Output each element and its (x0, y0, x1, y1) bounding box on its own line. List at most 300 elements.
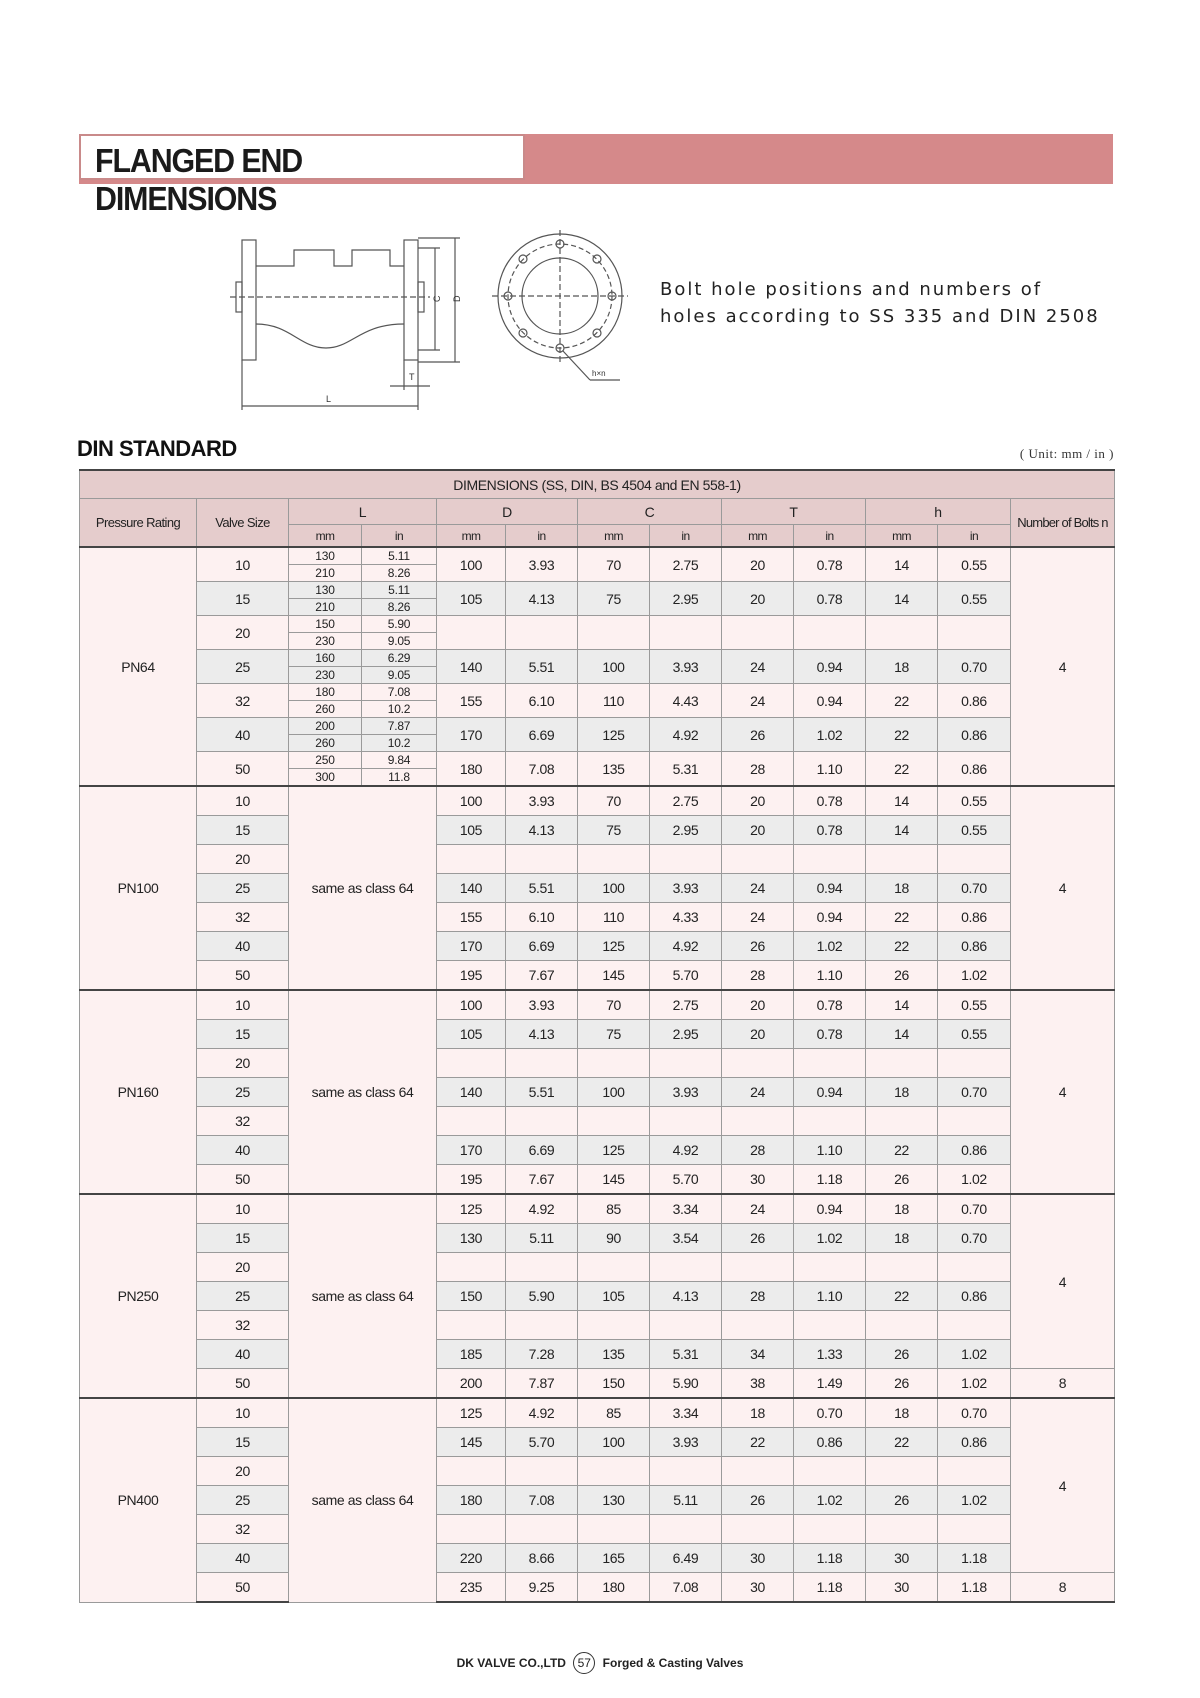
unit-mm: mm (289, 525, 362, 548)
l-mm-cell: 230 (289, 667, 362, 684)
c-in-cell: 2.95 (650, 1020, 722, 1049)
c-in-cell: 4.92 (650, 1136, 722, 1165)
table-row (80, 616, 1115, 633)
c-mm-cell (578, 1049, 650, 1078)
h-mm-cell (866, 1107, 938, 1136)
header-D: D (437, 499, 578, 525)
l-in-cell: 9.05 (362, 667, 437, 684)
d-mm-cell: 130 (437, 1224, 506, 1253)
d-in-cell: 4.13 (506, 816, 578, 845)
h-mm-cell: 22 (866, 752, 938, 787)
d-in-cell: 7.08 (506, 1486, 578, 1515)
h-in-cell: 0.70 (938, 874, 1011, 903)
c-in-cell: 3.93 (650, 1078, 722, 1107)
table-row (80, 1428, 1115, 1457)
d-in-cell: 4.92 (506, 1398, 578, 1428)
page-number: 57 (573, 1652, 595, 1674)
h-mm-cell: 18 (866, 874, 938, 903)
t-in-cell: 0.94 (794, 650, 866, 684)
c-mm-cell: 110 (578, 684, 650, 718)
t-mm-cell: 24 (722, 684, 794, 718)
h-mm-cell (866, 1457, 938, 1486)
unit-mm: mm (722, 525, 794, 548)
l-mm-cell: 260 (289, 735, 362, 752)
section-title: DIN STANDARD (77, 436, 237, 461)
t-in-cell (794, 1049, 866, 1078)
h-in-cell: 0.70 (938, 650, 1011, 684)
h-in-cell (938, 1457, 1011, 1486)
t-in-cell: 0.78 (794, 990, 866, 1020)
h-in-cell: 1.18 (938, 1573, 1011, 1603)
bolts-cell: 4 (1011, 990, 1115, 1194)
d-mm-cell: 185 (437, 1340, 506, 1369)
valve-size-cell: 15 (197, 1020, 289, 1049)
t-mm-cell: 28 (722, 1136, 794, 1165)
d-in-cell: 5.90 (506, 1282, 578, 1311)
t-in-cell: 1.10 (794, 752, 866, 787)
valve-size-cell: 40 (197, 1340, 289, 1369)
valve-size-cell: 40 (197, 718, 289, 752)
h-in-cell: 0.55 (938, 816, 1011, 845)
d-mm-cell: 170 (437, 1136, 506, 1165)
h-mm-cell: 14 (866, 547, 938, 582)
l-mm-cell: 130 (289, 582, 362, 599)
bolts-cell: 8 (1011, 1369, 1115, 1399)
valve-size-cell: 25 (197, 650, 289, 684)
d-in-cell: 9.25 (506, 1573, 578, 1603)
c-mm-cell (578, 1457, 650, 1486)
h-in-cell: 0.86 (938, 752, 1011, 787)
t-mm-cell (722, 1311, 794, 1340)
d-mm-cell (437, 1311, 506, 1340)
h-mm-cell (866, 845, 938, 874)
c-in-cell: 5.70 (650, 1165, 722, 1195)
t-in-cell: 1.10 (794, 1136, 866, 1165)
d-mm-cell: 105 (437, 582, 506, 616)
pressure-rating-cell: PN100 (80, 786, 197, 990)
c-mm-cell: 125 (578, 1136, 650, 1165)
h-in-cell: 0.55 (938, 990, 1011, 1020)
h-in-cell: 1.02 (938, 1340, 1011, 1369)
valve-size-cell: 20 (197, 1049, 289, 1078)
valve-size-cell: 40 (197, 1136, 289, 1165)
bolts-cell: 4 (1011, 1398, 1115, 1573)
d-mm-cell: 155 (437, 684, 506, 718)
d-mm-cell (437, 1107, 506, 1136)
c-in-cell (650, 1311, 722, 1340)
table-row (80, 1486, 1115, 1515)
dimensions-table (79, 469, 1115, 1603)
h-mm-cell: 26 (866, 961, 938, 991)
d-in-cell: 7.08 (506, 752, 578, 787)
t-mm-cell: 30 (722, 1165, 794, 1195)
same-as-class-64-cell: same as class 64 (289, 786, 437, 990)
h-in-cell (938, 1107, 1011, 1136)
t-mm-cell: 20 (722, 1020, 794, 1049)
t-mm-cell: 24 (722, 650, 794, 684)
h-in-cell: 0.86 (938, 1282, 1011, 1311)
table-row (80, 786, 1115, 816)
valve-size-cell: 20 (197, 845, 289, 874)
t-mm-cell (722, 1253, 794, 1282)
t-in-cell: 1.18 (794, 1573, 866, 1603)
l-in-cell: 9.05 (362, 633, 437, 650)
c-in-cell (650, 1457, 722, 1486)
h-in-cell: 0.55 (938, 547, 1011, 582)
t-mm-cell: 24 (722, 874, 794, 903)
d-in-cell: 5.70 (506, 1428, 578, 1457)
c-mm-cell (578, 1311, 650, 1340)
h-mm-cell: 22 (866, 1428, 938, 1457)
header-valve-size: Valve Size (197, 499, 289, 548)
c-in-cell: 3.54 (650, 1224, 722, 1253)
h-in-cell: 0.70 (938, 1398, 1011, 1428)
t-in-cell: 0.94 (794, 903, 866, 932)
table-row (80, 1544, 1115, 1573)
d-mm-cell: 100 (437, 786, 506, 816)
c-mm-cell: 75 (578, 582, 650, 616)
t-mm-cell: 30 (722, 1544, 794, 1573)
c-in-cell: 5.70 (650, 961, 722, 991)
d-mm-cell: 105 (437, 1020, 506, 1049)
t-in-cell (794, 1107, 866, 1136)
c-in-cell: 5.31 (650, 1340, 722, 1369)
d-mm-cell: 125 (437, 1398, 506, 1428)
h-in-cell (938, 845, 1011, 874)
d-in-cell: 4.92 (506, 1194, 578, 1224)
c-in-cell: 2.75 (650, 786, 722, 816)
h-in-cell: 0.70 (938, 1224, 1011, 1253)
h-mm-cell: 22 (866, 903, 938, 932)
table-row (80, 816, 1115, 845)
bolts-cell: 4 (1011, 786, 1115, 990)
pressure-rating-cell: PN160 (80, 990, 197, 1194)
l-in-cell: 7.87 (362, 718, 437, 735)
c-in-cell: 6.49 (650, 1544, 722, 1573)
unit-note: ( Unit: mm / in ) (1019, 446, 1114, 461)
t-in-cell: 1.18 (794, 1165, 866, 1195)
c-mm-cell: 110 (578, 903, 650, 932)
table-row (80, 961, 1115, 991)
unit-in: in (506, 525, 578, 548)
pressure-rating-cell: PN250 (80, 1194, 197, 1398)
h-in-cell (938, 1049, 1011, 1078)
c-in-cell: 3.34 (650, 1398, 722, 1428)
t-mm-cell: 28 (722, 1282, 794, 1311)
t-in-cell: 0.86 (794, 1428, 866, 1457)
c-in-cell: 4.13 (650, 1282, 722, 1311)
c-mm-cell (578, 616, 650, 650)
c-mm-cell: 180 (578, 1573, 650, 1603)
bolt-note-line-2: holes according to SS 335 and DIN 2508 (660, 306, 1100, 327)
table-row (80, 718, 1115, 735)
d-mm-cell: 145 (437, 1428, 506, 1457)
d-mm-cell: 100 (437, 990, 506, 1020)
l-mm-cell: 210 (289, 565, 362, 582)
header-L: L (289, 499, 437, 525)
d-mm-cell (437, 1253, 506, 1282)
c-mm-cell (578, 1253, 650, 1282)
l-mm-cell: 200 (289, 718, 362, 735)
table-row (80, 1049, 1115, 1078)
d-mm-cell (437, 616, 506, 650)
d-mm-cell: 195 (437, 961, 506, 991)
header-T: T (722, 499, 866, 525)
valve-size-cell: 32 (197, 903, 289, 932)
h-in-cell: 0.55 (938, 1020, 1011, 1049)
valve-size-cell: 10 (197, 547, 289, 582)
d-in-cell: 4.13 (506, 1020, 578, 1049)
h-in-cell: 1.02 (938, 1486, 1011, 1515)
t-mm-cell: 38 (722, 1369, 794, 1399)
table-row (80, 1457, 1115, 1486)
valve-size-cell: 25 (197, 1486, 289, 1515)
t-in-cell (794, 1515, 866, 1544)
d-in-cell: 5.51 (506, 1078, 578, 1107)
t-mm-cell: 26 (722, 932, 794, 961)
bolt-note-line-1: Bolt hole positions and numbers of (660, 279, 1043, 300)
table-row (80, 932, 1115, 961)
pressure-rating-cell: PN64 (80, 547, 197, 786)
c-in-cell: 5.90 (650, 1369, 722, 1399)
table-row (80, 547, 1115, 565)
d-in-cell: 6.69 (506, 932, 578, 961)
h-mm-cell: 22 (866, 684, 938, 718)
h-in-cell: 0.70 (938, 1078, 1011, 1107)
d-in-cell: 7.67 (506, 961, 578, 991)
h-mm-cell: 18 (866, 1194, 938, 1224)
t-mm-cell (722, 616, 794, 650)
c-in-cell (650, 1049, 722, 1078)
h-mm-cell (866, 1253, 938, 1282)
c-mm-cell: 100 (578, 1428, 650, 1457)
table-row (80, 1253, 1115, 1282)
valve-size-cell: 25 (197, 874, 289, 903)
h-in-cell (938, 616, 1011, 650)
valve-size-cell: 20 (197, 1457, 289, 1486)
t-in-cell: 1.10 (794, 961, 866, 991)
c-in-cell: 5.11 (650, 1486, 722, 1515)
d-in-cell (506, 1311, 578, 1340)
valve-side-view (230, 238, 460, 410)
d-in-cell (506, 845, 578, 874)
valve-size-cell: 25 (197, 1078, 289, 1107)
c-mm-cell: 135 (578, 1340, 650, 1369)
h-in-cell: 0.86 (938, 684, 1011, 718)
h-in-cell (938, 1311, 1011, 1340)
c-mm-cell: 75 (578, 816, 650, 845)
c-in-cell: 4.92 (650, 718, 722, 752)
unit-in: in (794, 525, 866, 548)
footer-company: DK VALVE CO.,LTD (456, 1656, 566, 1670)
l-in-cell: 10.2 (362, 701, 437, 718)
valve-size-cell: 10 (197, 1398, 289, 1428)
t-mm-cell: 28 (722, 961, 794, 991)
t-mm-cell: 18 (722, 1398, 794, 1428)
table-row (80, 650, 1115, 667)
h-mm-cell: 14 (866, 1020, 938, 1049)
d-mm-cell: 140 (437, 650, 506, 684)
d-mm-cell (437, 1049, 506, 1078)
h-mm-cell: 26 (866, 1486, 938, 1515)
t-mm-cell: 20 (722, 547, 794, 582)
c-in-cell: 3.93 (650, 874, 722, 903)
l-in-cell: 10.2 (362, 735, 437, 752)
t-in-cell (794, 616, 866, 650)
h-mm-cell: 22 (866, 718, 938, 752)
c-mm-cell: 135 (578, 752, 650, 787)
d-mm-cell: 125 (437, 1194, 506, 1224)
table-row (80, 990, 1115, 1020)
h-mm-cell: 18 (866, 650, 938, 684)
c-mm-cell: 125 (578, 932, 650, 961)
d-in-cell (506, 1457, 578, 1486)
table-row (80, 684, 1115, 701)
table-row (80, 582, 1115, 599)
title-box (79, 134, 525, 217)
table-row (80, 845, 1115, 874)
c-mm-cell (578, 1515, 650, 1544)
h-in-cell (938, 1253, 1011, 1282)
t-in-cell (794, 845, 866, 874)
d-mm-cell: 100 (437, 547, 506, 582)
t-in-cell: 0.94 (794, 1194, 866, 1224)
unit-mm: mm (866, 525, 938, 548)
header-pressure-rating: Pressure Rating (80, 499, 197, 548)
l-in-cell: 5.11 (362, 582, 437, 599)
c-mm-cell: 100 (578, 874, 650, 903)
d-mm-cell: 200 (437, 1369, 506, 1399)
t-mm-cell: 34 (722, 1340, 794, 1369)
h-mm-cell: 14 (866, 990, 938, 1020)
c-in-cell: 3.93 (650, 650, 722, 684)
l-mm-cell: 260 (289, 701, 362, 718)
d-mm-cell (437, 845, 506, 874)
table-row (80, 1573, 1115, 1603)
d-mm-cell: 140 (437, 1078, 506, 1107)
h-in-cell: 1.18 (938, 1544, 1011, 1573)
page-footer (0, 1652, 1200, 1674)
c-mm-cell: 145 (578, 1165, 650, 1195)
unit-in: in (362, 525, 437, 548)
valve-size-cell: 32 (197, 684, 289, 718)
h-mm-cell (866, 1515, 938, 1544)
d-mm-cell: 180 (437, 752, 506, 787)
h-in-cell: 1.02 (938, 1369, 1011, 1399)
t-mm-cell (722, 845, 794, 874)
c-in-cell (650, 1253, 722, 1282)
table-row (80, 1282, 1115, 1311)
t-mm-cell: 20 (722, 786, 794, 816)
c-mm-cell: 70 (578, 786, 650, 816)
table-row (80, 1340, 1115, 1369)
h-mm-cell (866, 616, 938, 650)
h-in-cell: 1.02 (938, 961, 1011, 991)
h-mm-cell: 30 (866, 1573, 938, 1603)
c-in-cell: 2.95 (650, 816, 722, 845)
flange-drawing (230, 230, 650, 410)
c-mm-cell: 70 (578, 547, 650, 582)
d-in-cell (506, 1515, 578, 1544)
table-row (80, 1136, 1115, 1165)
bolts-cell: 4 (1011, 547, 1115, 786)
page-title: FLANGED END DIMENSIONS (95, 142, 303, 217)
bolts-cell: 8 (1011, 1573, 1115, 1603)
header-number-of-bolts: Number of Bolts n (1011, 499, 1115, 548)
table-row (80, 1515, 1115, 1544)
d-in-cell (506, 1107, 578, 1136)
valve-size-cell: 15 (197, 1428, 289, 1457)
valve-size-cell: 50 (197, 1573, 289, 1603)
d-in-cell: 6.10 (506, 903, 578, 932)
valve-size-cell: 15 (197, 1224, 289, 1253)
c-mm-cell (578, 845, 650, 874)
h-mm-cell: 14 (866, 786, 938, 816)
valve-size-cell: 10 (197, 786, 289, 816)
l-mm-cell: 210 (289, 599, 362, 616)
unit-mm: mm (437, 525, 506, 548)
h-mm-cell (866, 1311, 938, 1340)
valve-size-cell: 20 (197, 1253, 289, 1282)
valve-size-cell: 50 (197, 1369, 289, 1399)
t-in-cell: 1.02 (794, 1486, 866, 1515)
table-body (80, 547, 1115, 1602)
d-in-cell: 3.93 (506, 990, 578, 1020)
t-in-cell: 1.10 (794, 1282, 866, 1311)
valve-size-cell: 40 (197, 932, 289, 961)
c-in-cell: 5.31 (650, 752, 722, 787)
l-in-cell: 5.90 (362, 616, 437, 633)
h-in-cell: 1.02 (938, 1165, 1011, 1195)
c-mm-cell: 150 (578, 1369, 650, 1399)
t-mm-cell: 22 (722, 1428, 794, 1457)
d-mm-cell: 195 (437, 1165, 506, 1195)
t-in-cell: 0.70 (794, 1398, 866, 1428)
valve-size-cell: 32 (197, 1107, 289, 1136)
c-in-cell: 2.75 (650, 990, 722, 1020)
l-in-cell: 11.8 (362, 769, 437, 787)
d-in-cell: 8.66 (506, 1544, 578, 1573)
d-in-cell (506, 1049, 578, 1078)
t-mm-cell (722, 1515, 794, 1544)
c-in-cell: 4.33 (650, 903, 722, 932)
footer-tagline: Forged & Casting Valves (602, 1656, 744, 1670)
table-row (80, 1020, 1115, 1049)
l-in-cell: 5.11 (362, 547, 437, 565)
label-C: C (432, 295, 442, 302)
table-row (80, 1224, 1115, 1253)
d-in-cell: 7.67 (506, 1165, 578, 1195)
t-in-cell: 0.78 (794, 816, 866, 845)
table-row (80, 1398, 1115, 1428)
table-row (80, 1165, 1115, 1195)
table-row (80, 752, 1115, 769)
l-in-cell: 8.26 (362, 599, 437, 616)
t-mm-cell: 24 (722, 1194, 794, 1224)
t-in-cell: 1.49 (794, 1369, 866, 1399)
header-h: h (866, 499, 1011, 525)
d-mm-cell: 235 (437, 1573, 506, 1603)
valve-size-cell: 50 (197, 1165, 289, 1195)
t-mm-cell (722, 1107, 794, 1136)
t-mm-cell: 26 (722, 1224, 794, 1253)
table-row (80, 874, 1115, 903)
valve-size-cell: 10 (197, 990, 289, 1020)
l-mm-cell: 150 (289, 616, 362, 633)
d-mm-cell: 180 (437, 1486, 506, 1515)
h-in-cell: 0.86 (938, 1136, 1011, 1165)
c-in-cell (650, 1107, 722, 1136)
